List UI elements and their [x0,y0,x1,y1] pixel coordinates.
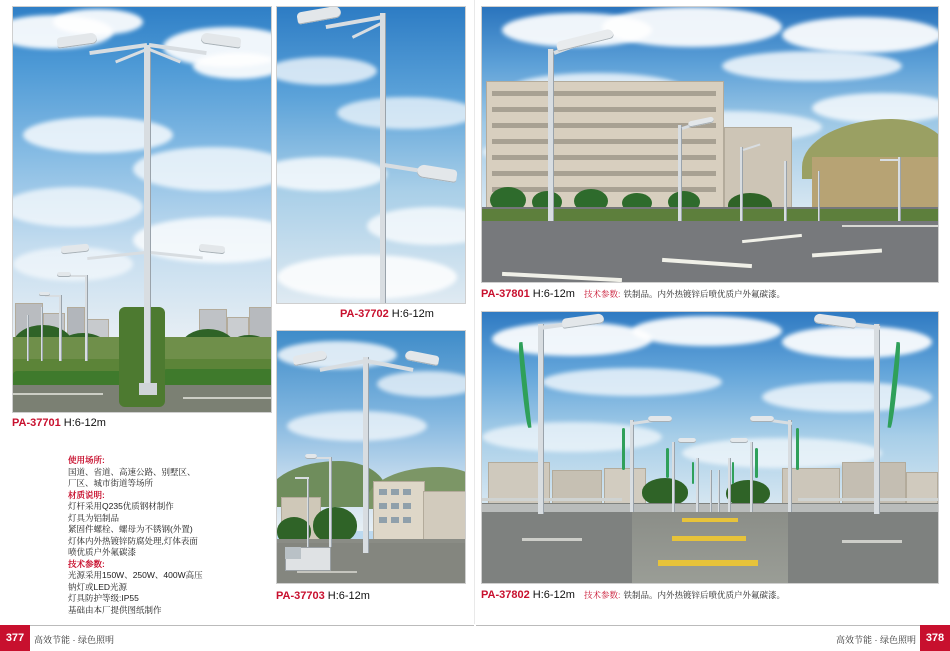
figure-height: H:6-12m [532,589,575,601]
lamp-pole-main [363,357,369,553]
figure-spec-label: 技术参数: [584,289,621,299]
spec-material-line: 灯体内外热镀锌防腐处理,灯体表面 [68,535,198,546]
spec-tech-heading: 技术参数: [68,558,105,569]
figure-code: PA-37802 [481,589,530,601]
footer-text-right: 高效节能 · 绿色照明 [836,635,916,645]
caption-pa-37701 [12,417,106,429]
figure-spec-text: 铁制品。内外热镀锌后喷优质户外氟碳漆。 [623,590,785,600]
spec-tech-line: 光源采用150W、250W、400W高压 [68,570,203,580]
figure-code: PA-37703 [276,590,325,602]
spec-usage-line: 国道、省道、高速公路、别墅区、 [68,466,196,477]
spec-material-line: 喷优质户外氟碳漆 [68,547,137,557]
photo-pa-37702 [276,6,466,304]
caption-pa-37703 [276,590,370,602]
figure-height: H:6-12m [327,590,370,602]
caption-pa-37702 [340,308,434,320]
page-number-left: 377 [0,625,30,651]
spec-usage-heading: 使用场所: [68,455,105,465]
lamp-pole-main [380,13,386,303]
spec-tech-line: 灯具防护等级:IP55 [68,593,139,603]
caption-pa-37802 [481,589,785,601]
spec-material-line: 灯具为铝制品 [68,512,120,523]
figure-height: H:6-12m [391,308,434,320]
spec-tech-line: 基础由本厂提供图纸制作 [68,604,162,615]
page-number-right: 378 [920,625,950,651]
lamp-pole-main [874,324,880,514]
photo-pa-37703 [276,330,466,584]
lamp-pole-main [548,49,554,221]
footer-rule-left [0,625,474,626]
spec-material-line: 紧固件螺栓、螺母为不锈钢(外置) [68,524,193,534]
photo-pa-37801 [481,6,939,283]
figure-spec-text: 铁制品。内外热镀锌后喷优质户外氟碳漆。 [623,289,785,299]
figure-code: PA-37801 [481,288,530,300]
spec-usage-line: 厂区、城市街道等场所 [68,478,154,488]
lamp-pole-main [144,45,151,393]
spec-material-line: 灯杆采用Q235优质钢材制作 [68,501,174,511]
spec-tech-line: 钠灯或LED光源 [68,581,128,592]
figure-height: H:6-12m [532,288,575,300]
figure-code: PA-37701 [12,417,61,429]
figure-code: PA-37702 [340,308,389,320]
footer-rule-right [476,625,950,626]
spec-block [68,455,268,616]
lamp-pole-main [538,324,544,514]
figure-spec-label: 技术参数: [584,590,621,600]
photo-pa-37701 [12,6,272,413]
footer-text-left: 高效节能 · 绿色照明 [34,635,114,645]
page-gutter [474,0,475,624]
caption-pa-37801 [481,288,785,300]
spec-material-heading: 材质说明: [68,489,105,500]
figure-height: H:6-12m [63,417,106,429]
photo-pa-37802 [481,311,939,584]
